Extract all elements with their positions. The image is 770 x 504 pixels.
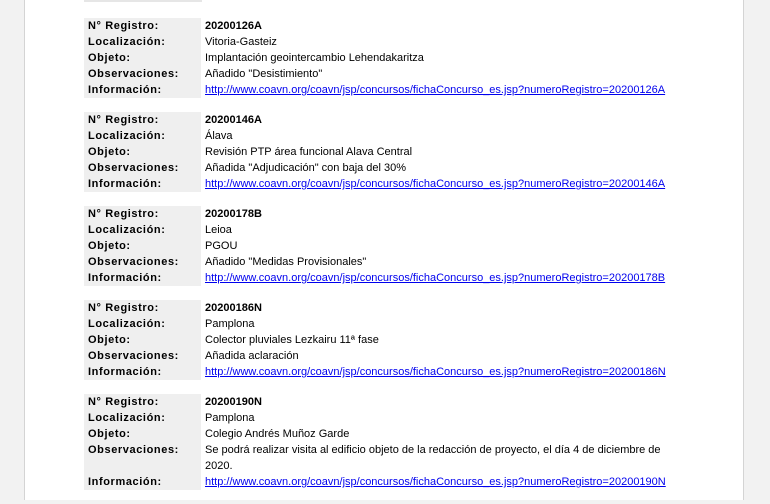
informacion-value [201, 270, 683, 286]
record [84, 112, 684, 192]
informacion-link[interactable]: http://www.coavn.org/coavn/jsp/concursos/fichaConcurso_es.jsp?numeroRegistro=20200190N [205, 476, 666, 488]
observaciones-value: Añadido "Desistimiento" [205, 68, 323, 80]
label-observaciones: Observaciones: [84, 442, 201, 474]
label-informacion: Información: [84, 364, 201, 380]
informacion-link[interactable]: http://www.coavn.org/coavn/jsp/concursos/fichaConcurso_es.jsp?numeroRegistro=20200186N [205, 366, 666, 378]
label-localizacion: Localización: [84, 410, 201, 426]
label-registro: N° Registro: [84, 18, 201, 34]
observaciones-value: Añadida "Adjudicación" con baja del 30% [205, 162, 407, 174]
row-observaciones [84, 160, 684, 176]
objeto-value: Colector pluviales Lezkairu 11ª fase [205, 334, 379, 346]
label-observaciones: Observaciones: [84, 160, 201, 176]
label-observaciones: Observaciones: [84, 348, 201, 364]
label-localizacion: Localización: [84, 128, 201, 144]
row-localizacion [84, 316, 684, 332]
label-localizacion: Localización: [84, 316, 201, 332]
informacion-value [201, 474, 683, 490]
label-objeto: Objeto: [84, 238, 201, 254]
row-registro [84, 18, 684, 34]
label-informacion: Información: [84, 176, 201, 192]
label-registro: N° Registro: [84, 300, 201, 316]
row-registro [84, 394, 684, 410]
row-informacion [84, 176, 684, 192]
row-localizacion [84, 222, 684, 238]
informacion-link[interactable]: http://www.coavn.org/coavn/jsp/concursos/fichaConcurso_es.jsp?numeroRegistro=20200178B [205, 272, 666, 284]
objeto-value: Implantación geointercambio Lehendakaritza [205, 52, 424, 64]
row-registro [84, 112, 684, 128]
observaciones-value: Se podrá realizar visita al edificio objeto de la redacción de proyecto, el día 4 de diciembre de 2020. [205, 444, 661, 472]
row-observaciones [84, 66, 684, 82]
row-informacion [84, 270, 684, 286]
localizacion-value: Vitoria-Gasteiz [205, 36, 277, 48]
record [84, 394, 684, 490]
record [84, 206, 684, 286]
observaciones-value: Añadido "Medidas Provisionales" [205, 256, 367, 268]
objeto-value: Colegio Andrés Muñoz Garde [205, 428, 350, 440]
objeto-value: PGOU [205, 240, 238, 252]
registro-value: 20200186N [205, 302, 262, 314]
label-registro: N° Registro: [84, 206, 201, 222]
localizacion-value: Pamplona [205, 318, 255, 330]
informacion-link[interactable]: http://www.coavn.org/coavn/jsp/concursos/fichaConcurso_es.jsp?numeroRegistro=20200146A [205, 178, 666, 190]
row-informacion [84, 474, 684, 490]
registro-value: 20200178B [205, 208, 262, 220]
label-informacion: Información: [84, 270, 201, 286]
informacion-value [201, 364, 683, 380]
record [84, 300, 684, 380]
row-objeto [84, 50, 684, 66]
label-objeto: Objeto: [84, 426, 201, 442]
row-objeto [84, 144, 684, 160]
label-informacion: Información: [84, 474, 201, 490]
page-container [24, 0, 744, 500]
label-registro: N° Registro: [84, 394, 201, 410]
localizacion-value: Pamplona [205, 412, 255, 424]
label-objeto: Objeto: [84, 50, 201, 66]
informacion-value [201, 82, 683, 98]
row-objeto [84, 332, 684, 348]
informacion-value [201, 176, 683, 192]
localizacion-value: Álava [205, 130, 233, 142]
row-observaciones [84, 348, 684, 364]
row-informacion [84, 82, 684, 98]
row-localizacion [84, 128, 684, 144]
localizacion-value: Leioa [205, 224, 232, 236]
label-observaciones: Observaciones: [84, 254, 201, 270]
record [84, 18, 684, 98]
label-informacion: Información: [84, 82, 201, 98]
row-observaciones [84, 442, 684, 474]
row-objeto [84, 238, 684, 254]
label-registro: N° Registro: [84, 112, 201, 128]
row-informacion [84, 364, 684, 380]
label-objeto: Objeto: [84, 144, 201, 160]
records-list [84, 18, 684, 504]
objeto-value: Revisión PTP área funcional Alava Central [205, 146, 413, 158]
row-observaciones [84, 254, 684, 270]
registro-value: 20200146A [205, 114, 262, 126]
label-localizacion: Localización: [84, 34, 201, 50]
registro-value: 20200126A [205, 20, 262, 32]
label-localizacion: Localización: [84, 222, 201, 238]
row-localizacion [84, 410, 684, 426]
row-registro [84, 300, 684, 316]
observaciones-value: Añadida aclaración [205, 350, 299, 362]
informacion-link[interactable]: http://www.coavn.org/coavn/jsp/concursos/fichaConcurso_es.jsp?numeroRegistro=20200126A [205, 84, 666, 96]
row-registro [84, 206, 684, 222]
registro-value: 20200190N [205, 396, 262, 408]
top-divider [84, 0, 202, 2]
row-objeto [84, 426, 684, 442]
label-observaciones: Observaciones: [84, 66, 201, 82]
label-objeto: Objeto: [84, 332, 201, 348]
row-localizacion [84, 34, 684, 50]
